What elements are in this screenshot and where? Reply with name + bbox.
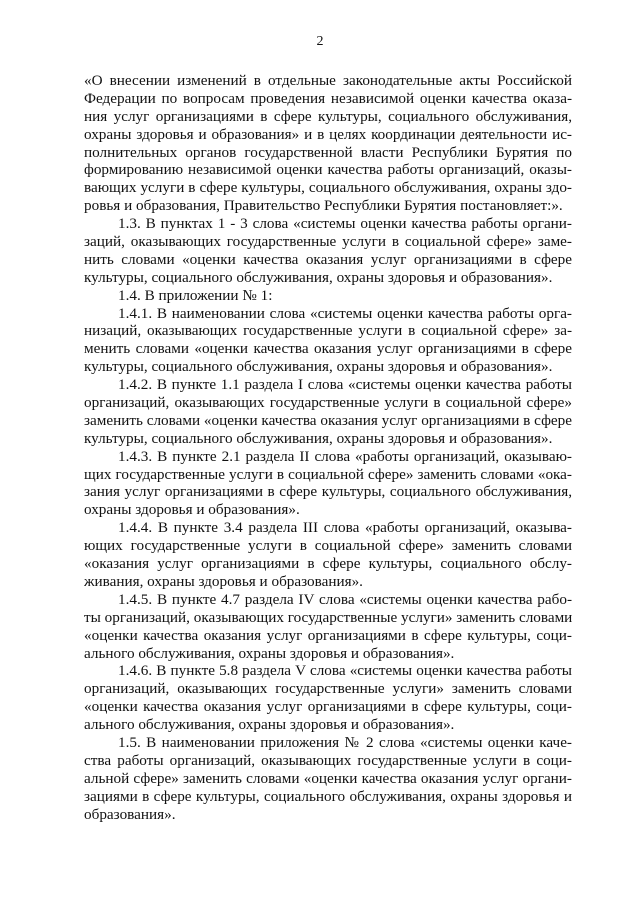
- text-line: ства работы организаций, оказывающих государственные услуги в соци-: [84, 751, 572, 769]
- text-line: 1.4. В приложении № 1:: [118, 286, 273, 304]
- text-line: ющих государственные услуги в социальной сфере» заменить словами: [84, 537, 572, 555]
- text-line: низаций, оказывающих государственные услуги в социальной сфере» за-: [84, 322, 572, 340]
- page-number: 2: [316, 34, 324, 49]
- text-line: полнительных органов государственной власти Республики Бурятия по: [84, 143, 572, 161]
- paragraph: [84, 519, 572, 591]
- text-line: «О внесении изменений в отдельные законодательные акты Российской: [84, 72, 572, 89]
- paragraph: [84, 591, 572, 663]
- paragraph: [84, 662, 572, 734]
- text-line: 1.5. В наименовании приложения № 2 слова «системы оценки каче-: [118, 733, 572, 751]
- text-line: нить словами «оценки качества оказания услуг организациями в сфере: [84, 250, 572, 268]
- paragraph: [84, 305, 572, 377]
- text-line: организаций, оказывающих государственные услуги в социальной сфере»: [84, 394, 572, 412]
- paragraph: [84, 734, 572, 823]
- text-line: 1.4.6. В пункте 5.8 раздела V слова «системы оценки качества работы: [118, 662, 572, 680]
- paragraph: [84, 215, 572, 287]
- text-line: ния услуг организациями в сфере культуры, социального обслуживания,: [84, 107, 572, 125]
- text-line: организаций, оказывающих государственные услуги» заменить словами: [84, 680, 572, 698]
- paragraph: [84, 448, 572, 520]
- text-line: 1.4.2. В пункте 1.1 раздела I слова «системы оценки качества работы: [118, 376, 572, 394]
- text-line: «оценки качества оказания услуг организациями в сфере культуры, соци-: [84, 698, 572, 716]
- text-line: менить словами «оценки качества оказания услуг организациями в сфере: [84, 340, 572, 358]
- text-line: охраны здоровья и образования».: [84, 501, 300, 519]
- text-line: образования».: [84, 805, 176, 823]
- text-line: 1.4.5. В пункте 4.7 раздела IV слова «системы оценки качества рабо-: [118, 590, 572, 608]
- text-line: живания, охраны здоровья и образования».: [84, 572, 363, 590]
- text-line: зания услуг организациями в сфере культуры, социального обслуживания,: [84, 483, 572, 501]
- text-line: вающих услуги в сфере культуры, социального обслуживания, охраны здо-: [84, 179, 572, 197]
- text-line: 1.3. В пунктах 1 - 3 слова «системы оценки качества работы органи-: [118, 215, 572, 233]
- text-line: зациями в сфере культуры, социального обслуживания, охраны здоровья и: [84, 787, 572, 805]
- text-line: 1.4.4. В пункте 3.4 раздела III слова «работы организаций, оказыва-: [118, 519, 572, 537]
- text-line: «оказания услуг организациями в сфере культуры, социального обслу-: [84, 555, 572, 573]
- text-line: культуры, социального обслуживания, охраны здоровья и образования».: [84, 268, 553, 286]
- text-line: формированию независимой оценки качества работы организаций, оказы-: [84, 161, 572, 179]
- document-body: [84, 72, 572, 823]
- text-line: 1.4.3. В пункте 2.1 раздела II слова «работы организаций, оказываю-: [118, 447, 572, 465]
- text-line: ального обслуживания, охраны здоровья и образования».: [84, 716, 455, 734]
- text-line: культуры, социального обслуживания, охраны здоровья и образования».: [84, 429, 553, 447]
- text-line: заций, оказывающих государственные услуги в социальной сфере» заме-: [84, 233, 572, 251]
- text-line: альной сфере» заменить словами «оценки качества оказания услуг органи-: [84, 769, 572, 787]
- text-line: «оценки качества оказания услуг организациями в сфере культуры, соци-: [84, 626, 572, 644]
- text-line: ты организаций, оказывающих государственные услуги» заменить словами: [84, 608, 572, 626]
- paragraph: [84, 72, 572, 215]
- text-line: культуры, социального обслуживания, охраны здоровья и образования».: [84, 358, 553, 376]
- text-line: ального обслуживания, охраны здоровья и образования».: [84, 644, 455, 662]
- text-line: 1.4.1. В наименовании слова «системы оценки качества работы орга-: [118, 304, 572, 322]
- text-line: щих государственные услуги в социальной сфере» заменить словами «ока-: [84, 465, 572, 483]
- text-line: заменить словами «оценки качества оказания услуг организациями в сфере: [84, 411, 572, 429]
- text-line: ровья и образования, Правительство Республики Бурятия постановляет:».: [84, 197, 563, 215]
- paragraph: [84, 287, 572, 305]
- paragraph: [84, 376, 572, 448]
- text-line: охраны здоровья и образования» и в целях координации деятельности ис-: [84, 125, 572, 143]
- text-line: Федерации по вопросам проведения независимой оценки качества оказа-: [84, 89, 572, 107]
